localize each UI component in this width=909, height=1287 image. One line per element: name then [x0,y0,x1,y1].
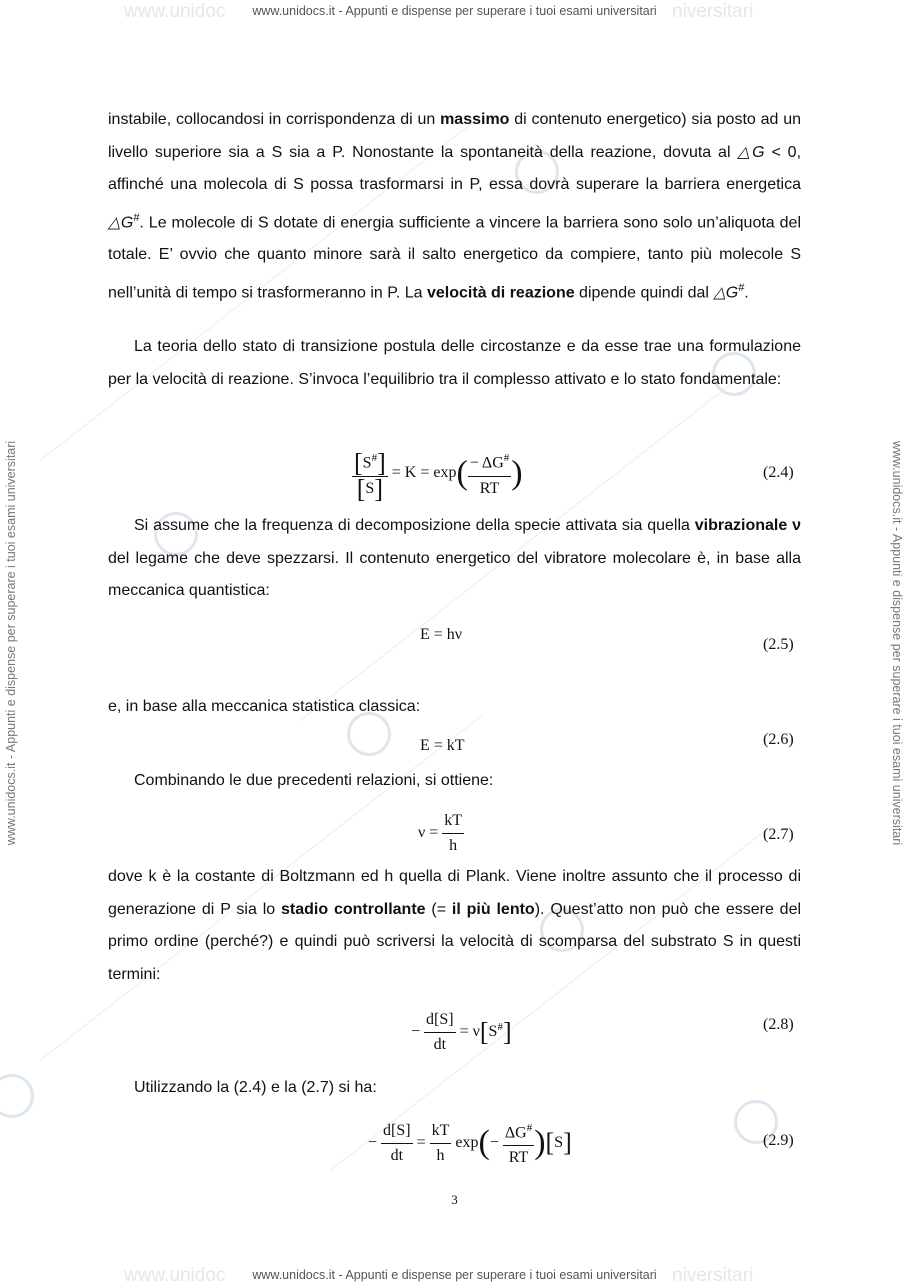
text: (= [425,900,452,918]
text: . Le molecole di S dotate di energia sufficiente a vincere la barriera sono solo un’aliquota del totale. E’ ovvio che quanto minore sarà il salto energetico da compiere, tanto più molecole S nell’unità di tempo si trasformeranno in P. La [108,213,801,302]
text: ). Quest’atto non può che essere del primo ordine (perché?) e quindi può scriversi la velocità di scomparsa del substrato S in questi termini: [108,900,802,983]
paragraph-4: e, in base alla meccanica statistica classica: [108,698,421,715]
text: dipende quindi dal [574,284,714,302]
superscript: # [133,211,140,224]
fraction: $\frac{- \Delta G^{\#}}{RT}$ [468,448,511,498]
minus: − [368,1133,378,1151]
bold-text: velocità di reazione [427,284,575,302]
watermark-ghost-right: niversitari [672,1,754,22]
bold-text: vibrazionale ν [694,517,801,534]
equation-number: (2.6) [763,731,794,748]
bold-text: massimo [440,111,510,128]
watermark-ghost-left-bottom: www.unidoc [124,1265,226,1286]
paragraph-2: La teoria dello stato di transizione postula delle circostanze e da esse trae una formulazione per la velocità di reazione. S’invoca l’equilibrio tra il complesso attivato e lo stato fondamentale: [108,338,801,388]
equation-number: (2.4) [763,464,794,481]
watermark-ghost-right-bottom: niversitari [672,1265,754,1286]
paragraph-1 [108,104,801,310]
equals: = [416,1133,426,1151]
bold-text: il più lento [451,900,535,918]
fraction: $\frac{kT}{h}$ [431,1121,450,1164]
watermark-logo-icon [0,1074,34,1118]
equation-rhs: = ν [459,1023,480,1041]
text: . [744,284,749,302]
fraction: $\frac{d[S]}{dt}$ [383,1121,411,1164]
watermark-top: www.unidocs.it - Appunti e dispense per superare i tuoi esami universitari [252,4,657,18]
text: Si assume che la frequenza di decomposizione della specie attivata sia quella [134,517,695,534]
text: del legame che deve spezzarsi. Il contenuto energetico del vibratore molecolare è, in base alla meccanica quantistica: [108,549,801,599]
equation-lhs: ν = [418,824,439,842]
exp-function: exp [455,1133,479,1151]
delta-g: △G [737,143,765,161]
equation-2-6: E = kT [420,737,465,754]
equation-number: (2.9) [763,1132,794,1149]
watermark-left: www.unidocs.it - Appunti e dispense per superare i tuoi esami universitari [4,440,18,846]
text: di contenuto energetico) sia posto ad un livello superiore sia a S sia a P. Nonostante la spontaneità della reazione, dovuta al [108,111,801,161]
text: dove k è la costante di Boltzmann ed h quella di Plank. Viene inoltre assunto che il processo di generazione di P sia lo [108,868,801,918]
delta-g: △G [108,213,134,231]
delta-g: △G [713,284,739,302]
equation-2-8: − $\frac{d[S]}{dt}$ = ν[S#] [411,1011,512,1053]
text: instabile, collocandosi in corrispondenza di un [108,111,441,128]
fraction: $\frac{d[S]}{dt}$ [426,1011,454,1053]
equation-2-5: E = hν [420,626,463,643]
watermark-right: www.unidocs.it - Appunti e dispense per superare i tuoi esami universitari [890,440,904,846]
watermark-bottom: www.unidocs.it - Appunti e dispense per superare i tuoi esami universitari [252,1268,657,1282]
page-number: 3 [451,1192,458,1207]
paragraph-7: Utilizzando la (2.4) e la (2.7) si ha: [134,1079,377,1096]
paragraph-5: Combinando le due precedenti relazioni, si ottiene: [134,772,494,789]
equation-middle: = K = exp [391,464,457,482]
paragraph-3 [108,510,801,608]
fraction: $\frac{\Delta G^{\#}}{RT}$ [503,1118,534,1168]
superscript: # [738,281,745,294]
text: < 0, affinché una molecola di S possa trasformarsi in P, essa dovrà superare la barriera energetica [108,143,802,193]
equation-number: (2.7) [763,826,794,843]
bold-text: stadio controllante [281,900,426,918]
equation-2-7 [418,811,464,856]
fraction: $\frac{kT}{h}$ [444,812,463,854]
equation-2-9: − $\frac{d[S]}{dt}$ = $\frac{kT}{h}$ exp(− $\frac{\Delta G^{\#}}{RT}$ )[S] [368,1118,572,1168]
equation-2-4: $\frac{[S^{\#}]}{[S]}$ = K = exp( $\frac{- \Delta G^{\#}}{RT}$ ) [354,448,523,503]
watermark-ghost-left: www.unidoc [124,1,226,22]
fraction: $\frac{[S^{\#}]}{[S]}$ [354,448,386,503]
paragraph-6 [108,861,801,991]
equation-number: (2.8) [763,1016,794,1033]
equation-number: (2.5) [763,636,794,653]
minus: − [411,1023,421,1041]
